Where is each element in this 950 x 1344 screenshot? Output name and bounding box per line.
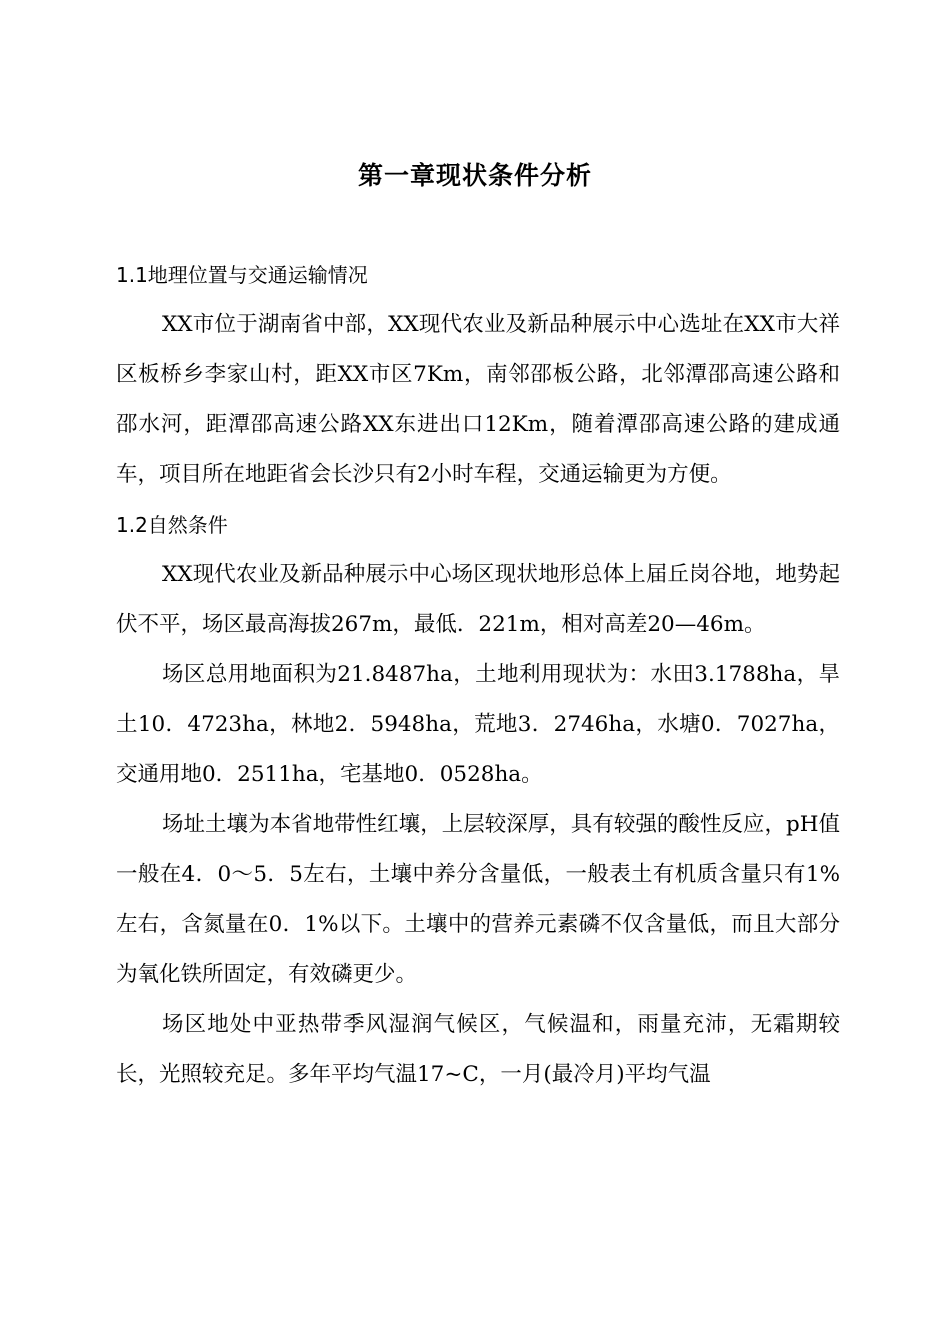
paragraph-soil: 场址土壤为本省地带性红壤，上层较深厚，具有较强的酸性反应，pH值一般在4．0～5．5左右，土壤中养分含量低，一般表土有机质含量只有1%左右，含氮量在0．1%以下。土壤中的营养元素磷不仅含量低，而且大部分为氧化铁所固定，有效磷更少。 (116, 812, 840, 987)
paragraph-location: XX市位于湖南省中部，XX现代农业及新品种展示中心选址在XX市大祥区板桥乡李家山村，距XX市区7Km，南邻邵板公路，北邻潭邵高速公路和邵水河，距潭邵高速公路XX东进出口12Km，随着潭邵高速公路的建成通车，项目所在地距省会长沙只有2小时车程，交通运输更为方便。 (116, 312, 840, 487)
paragraph-terrain: XX现代农业及新品种展示中心场区现状地形总体上届丘岗谷地，地势起伏不平，场区最高海拔267m，最低．221m，相对高差20—46m。 (116, 562, 840, 637)
section-heading-geography: 1.1地理位置与交通运输情况 (116, 263, 368, 287)
chapter-title: 第一章现状条件分析 (357, 161, 592, 190)
paragraph-land-use: 场区总用地面积为21.8487ha，土地利用现状为：水田3.1788ha，旱土10．4723ha，林地2．5948ha，荒地3．2746ha，水塘0．7027ha，交通用地0．2511ha，宅基地0．0528ha。 (116, 662, 840, 787)
document-body (116, 250, 840, 1100)
section-heading-natural-conditions: 1.2自然条件 (116, 513, 228, 537)
paragraph-climate: 场区地处中亚热带季风湿润气候区，气候温和，雨量充沛，无霜期较长，光照较充足。多年平均气温17~C，一月(最冷月)平均气温 (116, 1012, 840, 1087)
